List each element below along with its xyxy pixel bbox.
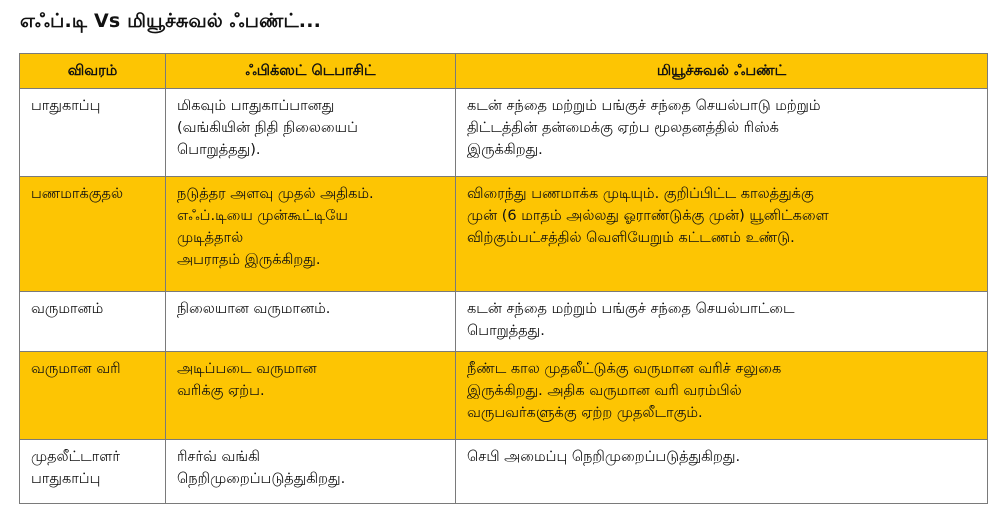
table-row: [20, 440, 988, 504]
table-header-row: [20, 54, 988, 89]
cell-text-line: கடன் சந்தை மற்றும் பங்குச் சந்தை செயல்பாட்டை: [467, 301, 795, 317]
cell-text-line: வருபவர்களுக்கு ஏற்ற முதலீடாகும்.: [467, 405, 703, 421]
table-row: [20, 177, 988, 292]
cell-fixed-deposit: [166, 292, 456, 352]
cell-detail: [20, 352, 166, 440]
cell-text-line: விரைந்து பணமாக்க முடியும். குறிப்பிட்ட காலத்துக்கு: [467, 186, 814, 202]
cell-text-line: முன் (6 மாதம் அல்லது ஓராண்டுக்கு முன்) யூனிட்களை: [467, 208, 829, 224]
cell-text-line: நீண்ட கால முதலீட்டுக்கு வருமான வரிச் சலுகை: [467, 361, 782, 377]
cell-detail: [20, 292, 166, 352]
cell-text-line: வரிக்கு ஏற்ப.: [177, 383, 265, 399]
cell-text-line: முடித்தால்: [177, 230, 244, 246]
cell-text-line: நெறிமுறைப்படுத்துகிறது.: [177, 471, 346, 487]
cell-fixed-deposit: [166, 89, 456, 177]
cell-text-line: மிகவும் பாதுகாப்பானது: [177, 98, 335, 114]
cell-mutual-fund: [456, 440, 988, 504]
cell-detail: [20, 440, 166, 504]
cell-fixed-deposit: [166, 352, 456, 440]
cell-text-line: (வங்கியின் நிதி நிலையைப்: [177, 120, 358, 136]
header-cell-detail: விவரம்: [20, 54, 166, 89]
header-cell-mutual-fund: மியூச்சுவல் ஃபண்ட்: [456, 54, 988, 89]
cell-fixed-deposit: [166, 177, 456, 292]
cell-text-line: வருமான வரி: [31, 361, 121, 377]
cell-text-line: பொறுத்தது).: [177, 142, 261, 158]
cell-text-line: நிலையான வருமானம்.: [177, 301, 331, 317]
table-row: [20, 89, 988, 177]
cell-text-line: கடன் சந்தை மற்றும் பங்குச் சந்தை செயல்பாடு மற்றும்: [467, 98, 821, 114]
cell-text-line: அபராதம் இருக்கிறது.: [177, 252, 321, 268]
cell-detail: [20, 89, 166, 177]
comparison-table: [19, 53, 988, 504]
table-row: [20, 352, 988, 440]
cell-text-line: திட்டத்தின் தன்மைக்கு ஏற்ப மூலதனத்தில் ரிஸ்க்: [467, 120, 779, 136]
table-row: [20, 292, 988, 352]
cell-text-line: விற்கும்பட்சத்தில் வெளியேறும் கட்டணம் உண்டு.: [467, 230, 795, 246]
cell-text-line: அடிப்படை வருமான: [177, 361, 317, 377]
cell-mutual-fund: [456, 352, 988, 440]
cell-mutual-fund: [456, 89, 988, 177]
cell-fixed-deposit: [166, 440, 456, 504]
header-cell-fixed-deposit: ஃபிக்ஸட் டெபாசிட்: [166, 54, 456, 89]
cell-text-line: இருக்கிறது.: [467, 142, 543, 158]
cell-text-line: வருமானம்: [31, 301, 104, 317]
cell-text-line: செபி அமைப்பு நெறிமுறைப்படுத்துகிறது.: [467, 449, 741, 465]
cell-text-line: பாதுகாப்பு: [31, 471, 101, 487]
cell-text-line: முதலீட்டாளர்: [31, 449, 120, 465]
cell-text-line: ரிசர்வ் வங்கி: [177, 449, 260, 465]
cell-mutual-fund: [456, 177, 988, 292]
cell-text-line: பணமாக்குதல்: [31, 186, 124, 202]
cell-mutual-fund: [456, 292, 988, 352]
cell-text-line: இருக்கிறது. அதிக வருமான வரி வரம்பில்: [467, 383, 742, 399]
cell-text-line: பொறுத்தது.: [467, 323, 545, 339]
cell-detail: [20, 177, 166, 292]
cell-text-line: எஃப்.டியை முன்கூட்டியே: [177, 208, 348, 224]
page-title: எஃப்.டி Vs மியூச்சுவல் ஃபண்ட்...: [20, 10, 322, 32]
cell-text-line: பாதுகாப்பு: [31, 98, 101, 114]
table-body: [20, 89, 988, 504]
cell-text-line: நடுத்தர அளவு முதல் அதிகம்.: [177, 186, 374, 202]
